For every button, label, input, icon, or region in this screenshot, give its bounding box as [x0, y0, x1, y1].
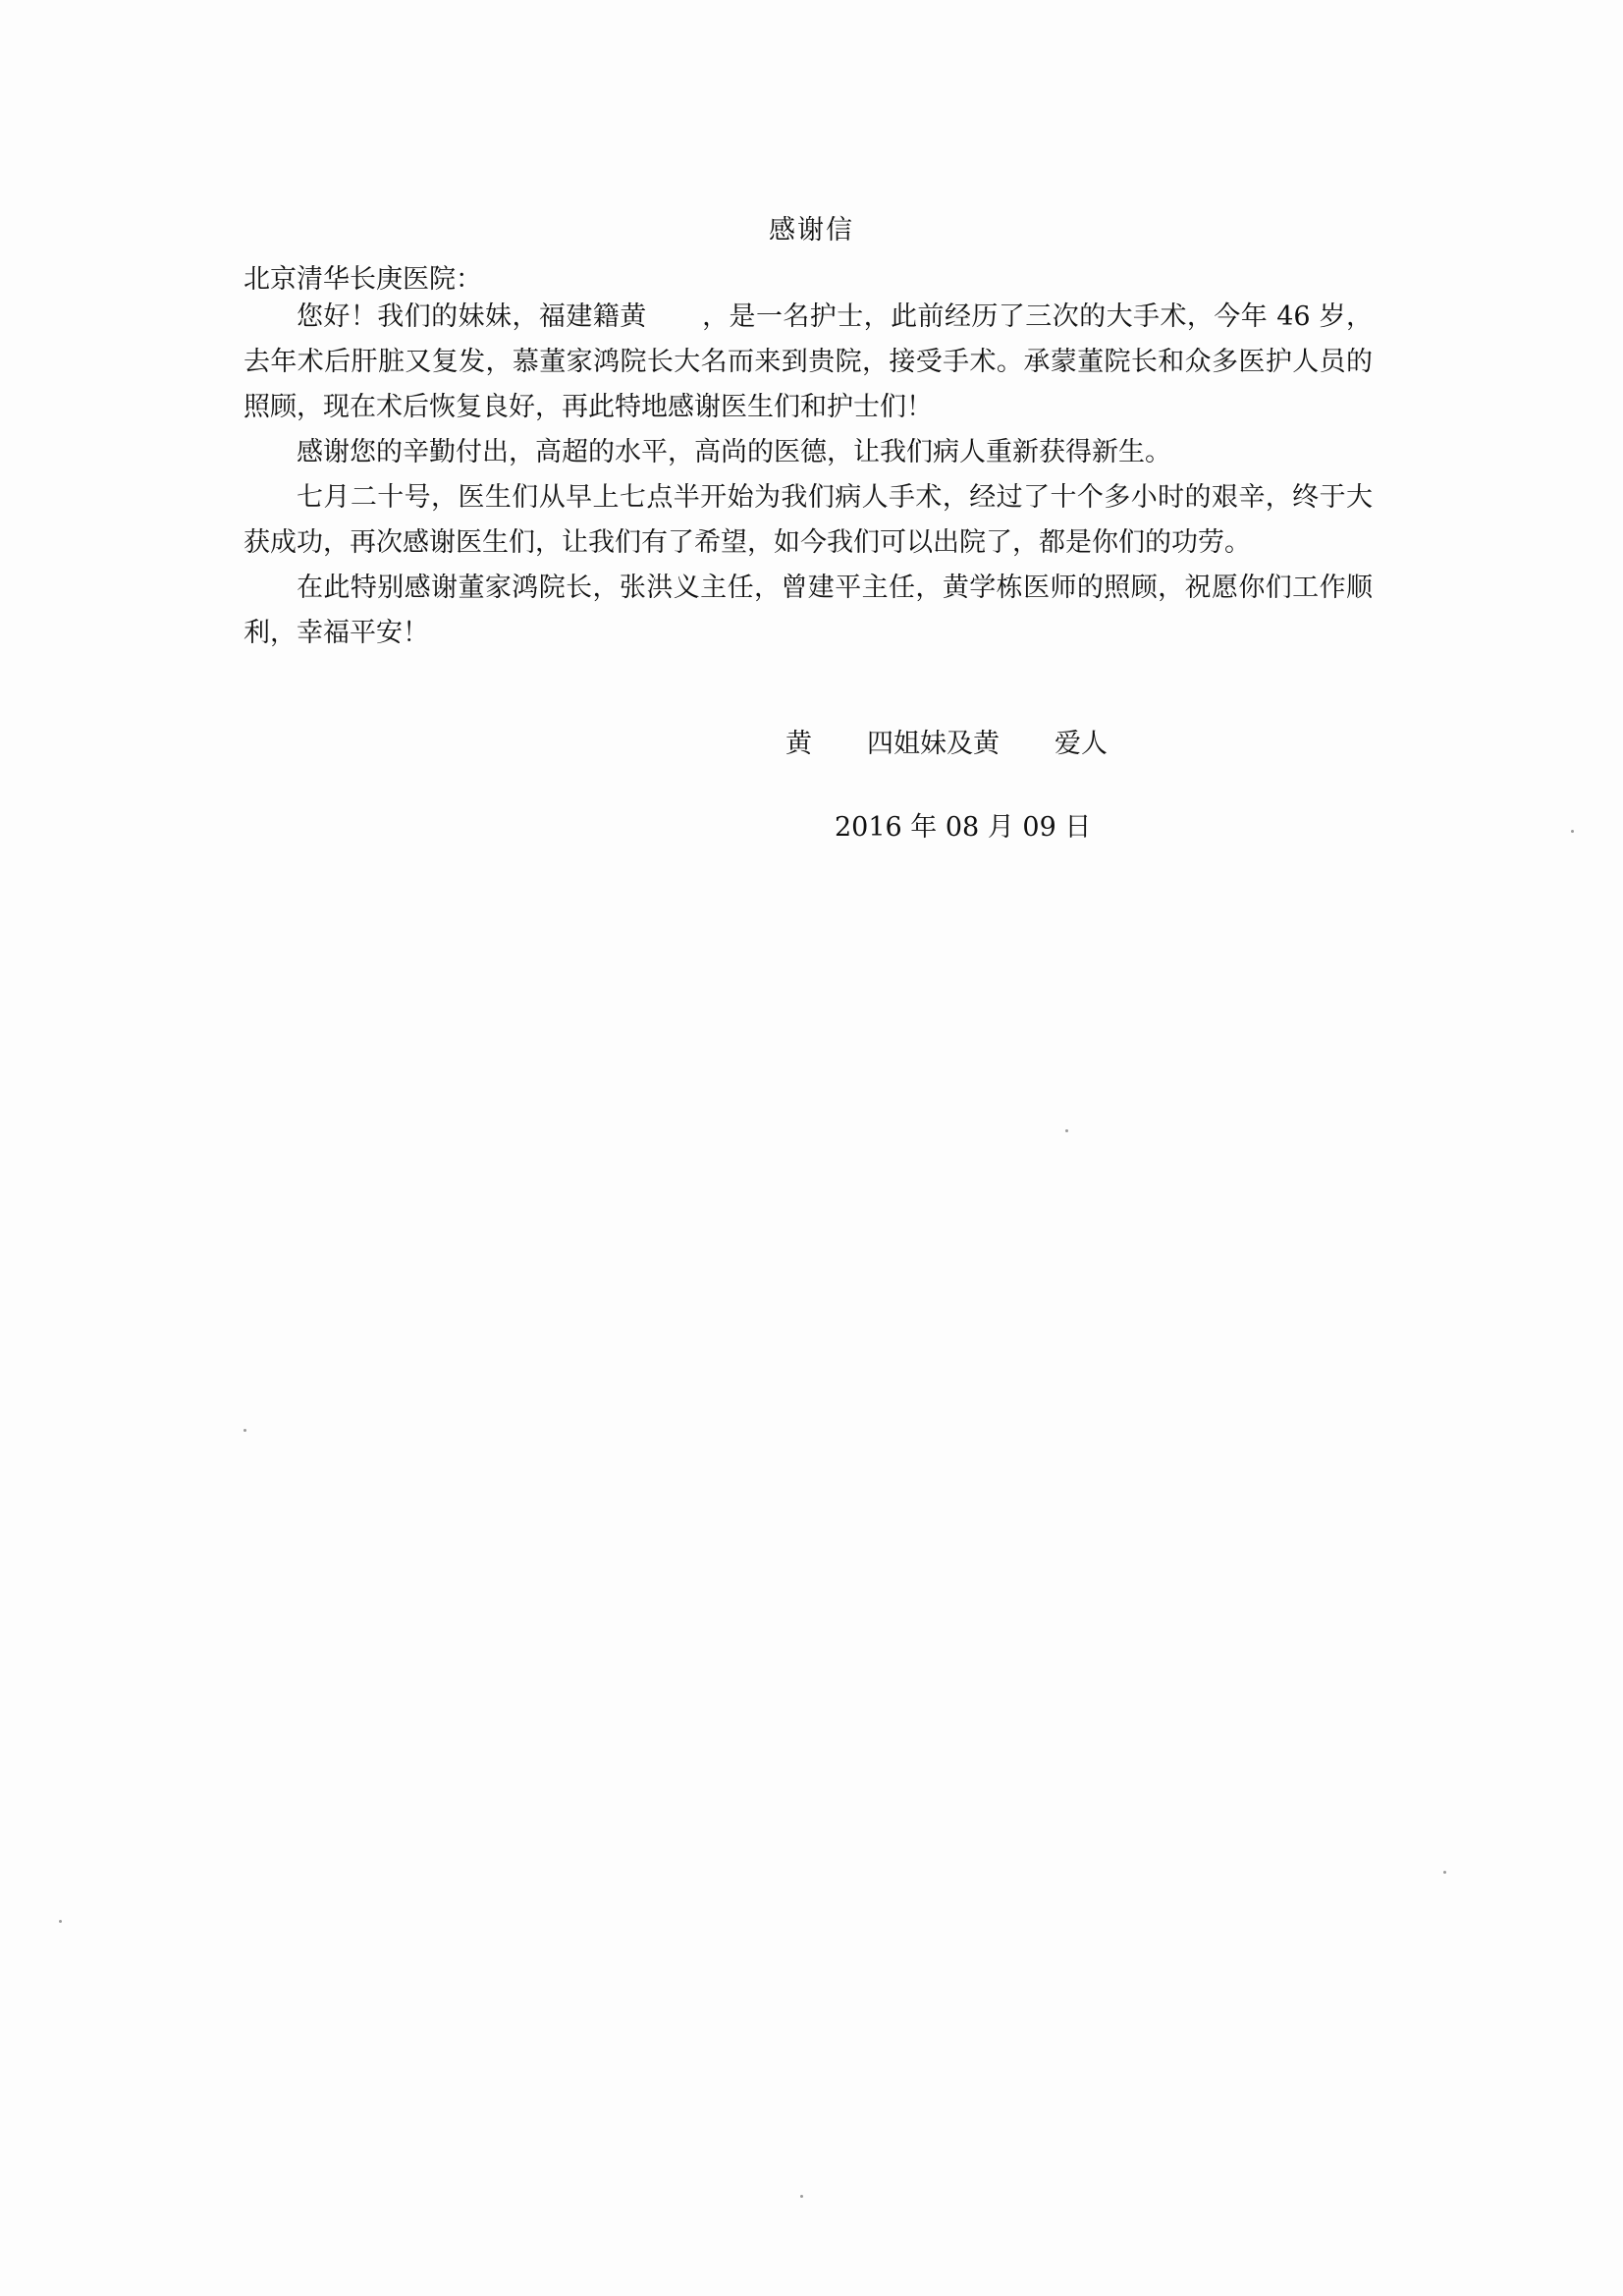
scan-speck [1065, 1129, 1068, 1132]
paragraph-2: 感谢您的辛勤付出，高超的水平，高尚的医德，让我们病人重新获得新生。 [297, 437, 1171, 467]
letter-date: 2016 年 08 月 09 日 [835, 812, 1092, 843]
letter-salutation: 北京清华长庚医院： [243, 264, 482, 295]
paragraph-1-text-b: ，是一名护士，此前经历了三次的大手术，今年 46 岁，去年术后肝脏又复发，慕董家鸿院长大名而来到贵院，接受手术。承蒙董院长和众多医护人员的照顾，现在术后恢复良好，再此特地感谢医生们和护士们！ [243, 301, 1373, 422]
scan-speck [1571, 830, 1574, 833]
paragraph-4: 在此特别感谢董家鸿院长，张洪义主任，曾建平主任，黄学栋医师的照顾，祝愿你们工作顺利，幸福平安！ [243, 573, 1373, 648]
scan-speck [800, 2195, 803, 2198]
scan-speck [243, 1429, 246, 1432]
signature-part-2: 四姐妹及黄 [867, 729, 1000, 759]
letter-body [243, 295, 1373, 656]
signature-part-3: 爱人 [1055, 729, 1108, 759]
paragraph-1-text-a: 您好！我们的妹妹，福建籍黄 [297, 301, 647, 332]
paragraph-3: 七月二十号，医生们从早上七点半开始为我们病人手术，经过了十个多小时的艰辛，终于大获成功，再次感谢医生们，让我们有了希望，如今我们可以出院了，都是你们的功劳。 [243, 482, 1373, 558]
letter-title: 感谢信 [769, 215, 854, 246]
scan-speck [59, 1920, 62, 1923]
scan-speck [1443, 1871, 1446, 1874]
signature-part-1: 黄 [785, 729, 812, 759]
paragraph-1 [243, 295, 1373, 430]
letter-signature [785, 722, 1108, 760]
